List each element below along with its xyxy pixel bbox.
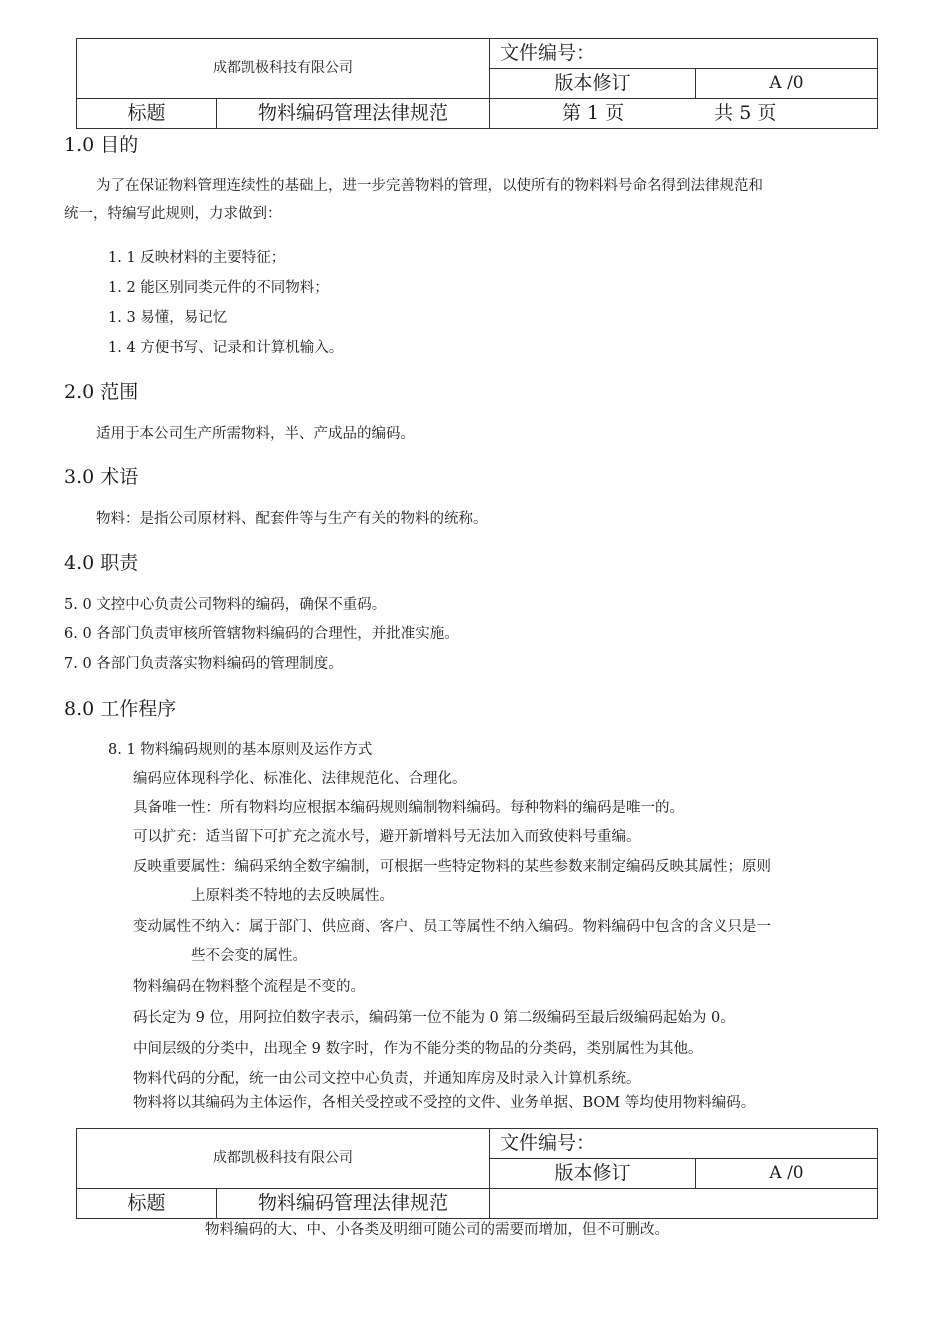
section-heading-purpose: 1.0 目的 (64, 134, 139, 156)
duty-item: 6. 0 各部门负责审核所管辖物料编码的合理性，并批准实施。 (64, 626, 459, 642)
procedure-paragraph: 中间层级的分类中，出现全 9 数字时，作为不能分类的物品的分类码，类别属性为其他。 (133, 1041, 703, 1057)
title-value: 物料编码管理法律规范 (217, 1189, 490, 1219)
section-heading-terms: 3.0 术语 (64, 466, 139, 488)
procedure-paragraph: 物料将以其编码为主体运作，各相关受控或不受控的文件、业务单据、BOM 等均使用物料编码。 (133, 1095, 756, 1111)
purpose-intro-line1: 为了在保证物料管理连续性的基础上，进一步完善物料的管理，以使所有的物料料号命名得到法律规范和 (96, 178, 763, 194)
document-header-table (76, 38, 878, 129)
purpose-item: 1. 1 反映材料的主要特征； (108, 250, 286, 266)
procedure-paragraph: 物料编码在物料整个流程是不变的。 (133, 979, 365, 995)
procedure-subheading: 8. 1 物料编码规则的基本原则及运作方式 (108, 742, 373, 758)
procedure-paragraph: 物料代码的分配，统一由公司文控中心负责，并通知库房及时录入计算机系统。 (133, 1071, 641, 1087)
section-heading-duties: 4.0 职责 (64, 552, 139, 574)
doc-number-label: 文件编号： (490, 1129, 878, 1159)
procedure-paragraph: 码长定为 9 位，用阿拉伯数字表示，编码第一位不能为 0 第二级编码至最后级编码起始为 0。 (133, 1010, 735, 1026)
procedure-paragraph: 变动属性不纳入：属于部门、供应商、客户、员工等属性不纳入编码。物料编码中包含的含义只是一 (133, 919, 771, 935)
terms-text: 物料：是指公司原材料、配套件等与生产有关的物料的统称。 (96, 511, 488, 527)
version-value: A /0 (696, 69, 878, 99)
title-value: 物料编码管理法律规范 (217, 99, 490, 129)
purpose-intro-line2: 统一，特编写此规则，力求做到： (64, 206, 282, 222)
title-label: 标题 (77, 1189, 217, 1219)
page-total: 共 5 页 (714, 102, 777, 124)
procedure-paragraph-cont: 些不会变的属性。 (191, 948, 307, 964)
version-label: 版本修订 (490, 69, 696, 99)
duty-item: 7. 0 各部门负责落实物料编码的管理制度。 (64, 656, 343, 672)
scope-text: 适用于本公司生产所需物料，半、产成品的编码。 (96, 426, 415, 442)
procedure-paragraph: 具备唯一性：所有物料均应根据本编码规则编制物料编码。每种物料的编码是唯一的。 (133, 800, 684, 816)
doc-number-label: 文件编号： (490, 39, 878, 69)
page-info (490, 99, 878, 129)
duty-item: 5. 0 文控中心负责公司物料的编码，确保不重码。 (64, 597, 387, 613)
page-info-empty (490, 1189, 878, 1219)
document-header-table-repeat (76, 1128, 878, 1219)
purpose-item: 1. 3 易懂，易记忆 (108, 310, 228, 326)
purpose-item: 1. 4 方便书写、记录和计算机输入。 (108, 340, 344, 356)
footer-text: 物料编码的大、中、小各类及明细可随公司的需要而增加，但不可删改。 (205, 1222, 669, 1238)
title-label: 标题 (77, 99, 217, 129)
page-current: 第 1 页 (562, 102, 625, 124)
procedure-paragraph: 反映重要属性：编码采纳全数字编制，可根据一些特定物料的某些参数来制定编码反映其属性；原则 (133, 859, 771, 875)
purpose-item: 1. 2 能区别同类元件的不同物料； (108, 280, 329, 296)
version-label: 版本修订 (490, 1159, 696, 1189)
version-value: A /0 (696, 1159, 878, 1189)
company-name: 成都凯极科技有限公司 (77, 1129, 490, 1189)
procedure-paragraph: 可以扩充：适当留下可扩充之流水号，避开新增料号无法加入而致使料号重编。 (133, 829, 641, 845)
procedure-paragraph-cont: 上原料类不特地的去反映属性。 (191, 888, 394, 904)
procedure-paragraph: 编码应体现科学化、标准化、法律规范化、合理化。 (133, 771, 467, 787)
company-name: 成都凯极科技有限公司 (77, 39, 490, 99)
section-heading-procedure: 8.0 工作程序 (64, 698, 177, 720)
section-heading-scope: 2.0 范围 (64, 381, 139, 403)
